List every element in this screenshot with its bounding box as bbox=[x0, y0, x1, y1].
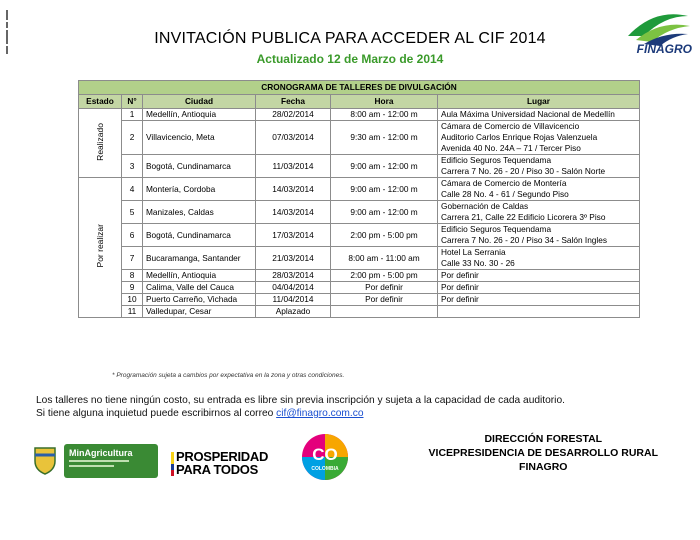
row-fecha: 28/03/2014 bbox=[256, 270, 331, 282]
row-ciudad: Villavicencio, Meta bbox=[143, 121, 256, 155]
svg-text:CO: CO bbox=[312, 445, 338, 464]
row-hora: 9:30 am - 12:00 m bbox=[331, 121, 438, 155]
row-lugar: Cámara de Comercio de Villavicencio Auditorio Carlos Enrique Rojas Valenzuela Avenida 40 No. 24A – 71 / Tercer Piso bbox=[438, 121, 640, 155]
header-number: N° bbox=[122, 95, 143, 109]
row-number: 6 bbox=[122, 224, 143, 247]
side-barcode bbox=[3, 8, 11, 78]
row-fecha: 14/03/2014 bbox=[256, 178, 331, 201]
row-fecha: 11/03/2014 bbox=[256, 155, 331, 178]
row-hora bbox=[331, 306, 438, 318]
table-row bbox=[79, 247, 640, 270]
row-lugar: Gobernación de Caldas Carrera 21, Calle 22 Edificio Licorera 3º Piso bbox=[438, 201, 640, 224]
row-hora: 8:00 am - 12:00 m bbox=[331, 109, 438, 121]
row-number: 2 bbox=[122, 121, 143, 155]
row-ciudad: Medellín, Antioquia bbox=[143, 109, 256, 121]
table-row bbox=[79, 294, 640, 306]
table-row bbox=[79, 306, 640, 318]
row-hora: 2:00 pm - 5:00 pm bbox=[331, 270, 438, 282]
row-hora: 9:00 am - 12:00 m bbox=[331, 178, 438, 201]
header-ciudad: Ciudad bbox=[143, 95, 256, 109]
schedule-table bbox=[78, 80, 640, 318]
row-ciudad: Montería, Cordoba bbox=[143, 178, 256, 201]
row-fecha: 14/03/2014 bbox=[256, 201, 331, 224]
row-number: 10 bbox=[122, 294, 143, 306]
row-lugar: Aula Máxima Universidad Nacional de Medellín bbox=[438, 109, 640, 121]
row-number: 7 bbox=[122, 247, 143, 270]
status-por-realizar: Por realizar bbox=[79, 178, 122, 318]
svg-text:COLOMBIA: COLOMBIA bbox=[311, 466, 339, 472]
minagricultura-badge: MinAgricultura bbox=[64, 444, 158, 478]
row-hora: Por definir bbox=[331, 282, 438, 294]
table-row bbox=[79, 282, 640, 294]
table-row bbox=[79, 155, 640, 178]
page-title: INVITACIÓN PUBLICA PARA ACCEDER AL CIF 2014 bbox=[154, 30, 546, 47]
row-ciudad: Bucaramanga, Santander bbox=[143, 247, 256, 270]
table-row bbox=[79, 121, 640, 155]
finagro-logo-text: FINAGRO bbox=[636, 42, 692, 56]
row-lugar: Edificio Seguros Tequendama Carrera 7 No. 26 - 20 / Piso 34 - Salón Ingles bbox=[438, 224, 640, 247]
info-text bbox=[36, 394, 565, 420]
table-header-row bbox=[79, 95, 640, 109]
row-number: 3 bbox=[122, 155, 143, 178]
info-line-2: Si tiene alguna inquietud puede escribirnos al correo cif@finagro.com.co bbox=[36, 408, 364, 419]
colombia-co-logo bbox=[300, 432, 350, 482]
row-number: 4 bbox=[122, 178, 143, 201]
row-ciudad: Calima, Valle del Cauca bbox=[143, 282, 256, 294]
row-fecha: 11/04/2014 bbox=[256, 294, 331, 306]
table-row bbox=[79, 270, 640, 282]
table-row bbox=[79, 224, 640, 247]
row-ciudad: Medellín, Antioquia bbox=[143, 270, 256, 282]
table-row bbox=[79, 109, 640, 121]
row-number: 8 bbox=[122, 270, 143, 282]
row-ciudad: Puerto Carreño, Vichada bbox=[143, 294, 256, 306]
row-fecha: 04/04/2014 bbox=[256, 282, 331, 294]
status-realizado: Realizado bbox=[79, 109, 122, 178]
minagricultura-logo bbox=[32, 444, 158, 478]
table-banner: CRONOGRAMA DE TALLERES DE DIVULGACIÓN bbox=[79, 81, 640, 95]
row-lugar: Hotel La Serrania Calle 33 No. 30 - 26 bbox=[438, 247, 640, 270]
table-row bbox=[79, 201, 640, 224]
coat-of-arms-icon bbox=[32, 445, 58, 475]
header-estado: Estado bbox=[79, 95, 122, 109]
email-link[interactable]: cif@finagro.com.co bbox=[276, 408, 364, 419]
row-hora: 9:00 am - 12:00 m bbox=[331, 201, 438, 224]
row-hora: Por definir bbox=[331, 294, 438, 306]
row-lugar: Por definir bbox=[438, 270, 640, 282]
row-fecha: 28/02/2014 bbox=[256, 109, 331, 121]
flag-stripe-icon bbox=[171, 452, 174, 476]
row-lugar: Edificio Seguros Tequendama Carrera 7 No. 26 - 20 / Piso 30 - Salón Norte bbox=[438, 155, 640, 178]
header-fecha: Fecha bbox=[256, 95, 331, 109]
row-number: 1 bbox=[122, 109, 143, 121]
page-subtitle: Actualizado 12 de Marzo de 2014 bbox=[256, 52, 444, 66]
header-lugar: Lugar bbox=[438, 95, 640, 109]
row-fecha: 17/03/2014 bbox=[256, 224, 331, 247]
table-row bbox=[79, 178, 640, 201]
row-ciudad: Valledupar, Cesar bbox=[143, 306, 256, 318]
row-lugar: Cámara de Comercio de Montería Calle 28 No. 4 - 61 / Segundo Piso bbox=[438, 178, 640, 201]
row-lugar: Por definir bbox=[438, 294, 640, 306]
row-fecha: 21/03/2014 bbox=[256, 247, 331, 270]
header-hora: Hora bbox=[331, 95, 438, 109]
row-lugar bbox=[438, 306, 640, 318]
row-hora: 8:00 am - 11:00 am bbox=[331, 247, 438, 270]
row-fecha: Aplazado bbox=[256, 306, 331, 318]
row-lugar: Por definir bbox=[438, 282, 640, 294]
row-number: 5 bbox=[122, 201, 143, 224]
row-number: 9 bbox=[122, 282, 143, 294]
row-hora: 2:00 pm - 5:00 pm bbox=[331, 224, 438, 247]
row-fecha: 07/03/2014 bbox=[256, 121, 331, 155]
row-ciudad: Bogotá, Cundinamarca bbox=[143, 224, 256, 247]
schedule-note: * Programación sujeta a cambios por expectativa en la zona y otras condiciones. bbox=[112, 372, 345, 379]
row-number: 11 bbox=[122, 306, 143, 318]
row-ciudad: Manizales, Caldas bbox=[143, 201, 256, 224]
prosperidad-logo: PROSPERIDAD PARA TODOS bbox=[176, 450, 268, 476]
row-ciudad: Bogotá, Cundinamarca bbox=[143, 155, 256, 178]
info-line-1: Los talleres no tiene ningún costo, su entrada es libre sin previa inscripción y sujeta a la capacidad de cada auditorio. bbox=[36, 395, 565, 406]
footer-department: DIRECCIÓN FORESTAL VICEPRESIDENCIA DE DESARROLLO RURAL FINAGRO bbox=[428, 433, 658, 473]
row-hora: 9:00 am - 12:00 m bbox=[331, 155, 438, 178]
